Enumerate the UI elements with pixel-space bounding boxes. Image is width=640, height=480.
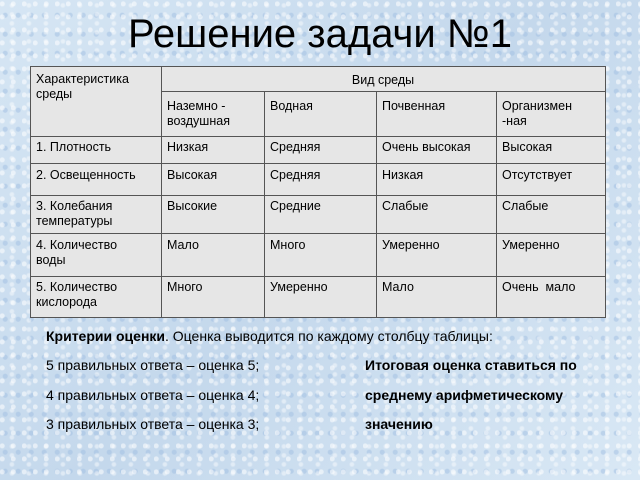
table-cell: Умеренно bbox=[270, 280, 328, 294]
table-cell: Умеренно bbox=[382, 238, 440, 252]
row-label: 5. Количество кислорода bbox=[36, 280, 118, 309]
final-grade-line: среднему арифметическому bbox=[365, 387, 564, 403]
table-cell: Слабые bbox=[502, 199, 549, 213]
grid-line bbox=[376, 91, 377, 317]
criteria-line: 3 правильных ответа – оценка 3; bbox=[46, 416, 260, 432]
row-label: 3. Колебания температуры bbox=[36, 199, 113, 228]
table-cell: Средние bbox=[270, 199, 321, 213]
column-header: Наземно - воздушная bbox=[167, 99, 230, 128]
slide-title: Решение задачи №1 bbox=[127, 12, 513, 56]
table-cell: Низкая bbox=[382, 168, 424, 182]
table-cell: Мало bbox=[382, 280, 414, 294]
group-header: Вид среды bbox=[351, 73, 415, 87]
table-cell: Много bbox=[167, 280, 203, 294]
table-cell: Отсутствует bbox=[502, 168, 573, 182]
row-label: 2. Освещенность bbox=[36, 168, 136, 182]
grid-line bbox=[31, 163, 605, 164]
table-cell: Слабые bbox=[382, 199, 429, 213]
table-cell: Умеренно bbox=[502, 238, 560, 252]
table-cell: Высокие bbox=[167, 199, 218, 213]
column-header: Водная bbox=[270, 99, 313, 113]
criteria-heading-line bbox=[46, 327, 493, 345]
row-label: 1. Плотность bbox=[36, 140, 112, 154]
grid-line bbox=[161, 91, 605, 92]
table-cell: Мало bbox=[167, 238, 199, 252]
table-cell: Высокая bbox=[167, 168, 218, 182]
criteria-line: 5 правильных ответа – оценка 5; bbox=[46, 357, 260, 373]
environment-table bbox=[30, 66, 606, 318]
grid-line bbox=[264, 91, 265, 317]
final-grade-line: значению bbox=[365, 416, 433, 432]
grid-line bbox=[31, 136, 605, 137]
grid-line bbox=[31, 195, 605, 196]
criteria-line: 4 правильных ответа – оценка 4; bbox=[46, 387, 260, 403]
table-cell: Низкая bbox=[167, 140, 209, 154]
table-cell: Высокая bbox=[502, 140, 553, 154]
grid-line bbox=[31, 276, 605, 277]
table-cell: Средняя bbox=[270, 168, 321, 182]
column-header: Организмен -ная bbox=[502, 99, 572, 128]
corner-label: Характеристика среды bbox=[36, 72, 129, 101]
row-label: 4. Количество воды bbox=[36, 238, 118, 267]
table-cell: Средняя bbox=[270, 140, 321, 154]
table-cell: Много bbox=[270, 238, 306, 252]
grid-line bbox=[496, 91, 497, 317]
grid-line bbox=[161, 67, 162, 317]
column-header: Почвенная bbox=[382, 99, 446, 113]
final-grade-line: Итоговая оценка ставиться по bbox=[365, 357, 577, 373]
criteria-intro: . Оценка выводится по каждому столбцу таблицы: bbox=[165, 328, 493, 344]
table-cell: Очень высокая bbox=[382, 140, 471, 154]
grid-line bbox=[31, 233, 605, 234]
table-cell: Очень мало bbox=[502, 280, 576, 294]
criteria-heading: Критерии оценки bbox=[46, 328, 166, 344]
